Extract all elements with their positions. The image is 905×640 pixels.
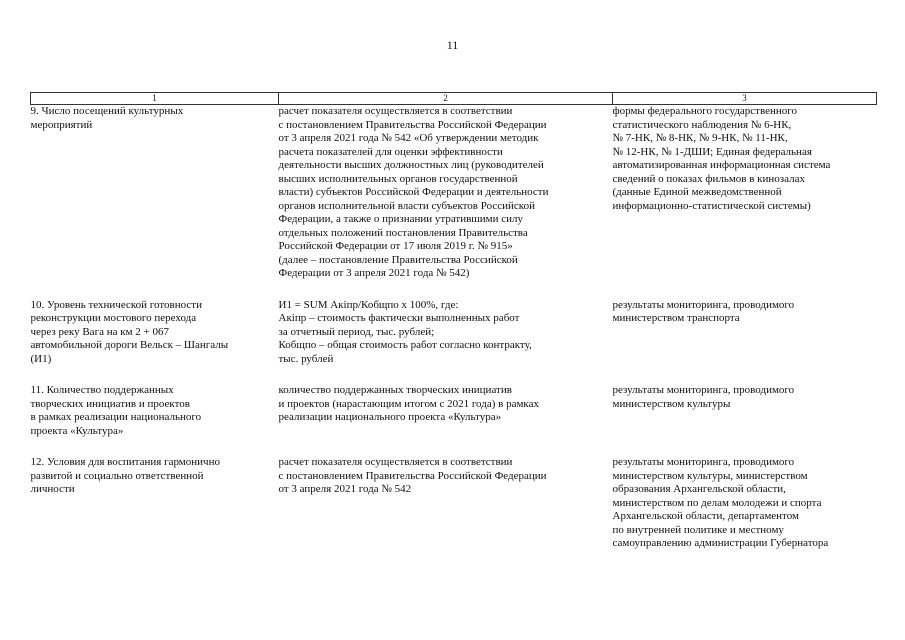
table-row [31,299,877,385]
table-header-row [31,93,877,105]
column-header-3: 3 [613,93,877,105]
page-number: 11 [446,38,459,52]
data-source-cell: результаты мониторинга, проводимого министерством культуры, министерством образования Архангельской области, министерством по делам молодежи и спорта Архангельской области, департаментом по внутренней политике и местному самоуправлению администрации Губернатора [612,456,829,549]
indicator-name-cell: 10. Уровень технической готовности реконструкции мостового перехода через реку Вага на км 2 + 067 автомобильной дороги Вельск – Шангалы (И1) [30,298,229,365]
calculation-method-cell: И1 = SUM Акіпр/Кобщпо х 100%, где: Акіпр – стоимость фактически выполненных работ за отчетный период, тыс. рублей; Кобщпо – общая стоимость работ согласно контракту, тыс. рублей [278,298,532,365]
data-source-cell: результаты мониторинга, проводимого министерством культуры [612,384,795,410]
indicator-name-cell: 12. Условия для воспитания гармонично развитой и социально ответственной личности [30,456,220,495]
data-source-cell: результаты мониторинга, проводимого министерством транспорта [612,298,795,324]
table-row [31,456,877,569]
indicator-name-cell: 11. Количество поддержанных творческих инициатив и проектов в рамках реализации национального проекта «Культура» [30,384,202,437]
indicator-name-cell: 9. Число посещений культурных мероприятий [30,105,184,131]
indicators-table [30,92,877,569]
table-row [31,384,877,456]
calculation-method-cell: количество поддержанных творческих инициатив и проектов (нарастающим итогом с 2021 года) в рамках реализации национального проекта «Культура» [278,384,539,423]
calculation-method-cell: расчет показателя осуществляется в соответствии с постановлением Правительства Российской Федерации от 3 апреля 2021 года № 542 [278,456,547,495]
column-header-1: 1 [31,93,279,105]
data-source-cell: формы федерального государственного статистического наблюдения № 6-НК, № 7-НК, № 8-НК, № 9-НК, № 11-НК, № 12-НК, № 1-ДШИ; Единая федеральная автоматизированная информационная система сведений о показах фильмов в кинозалах (данные Единой межведомственной информационно-статистической системы) [612,105,831,212]
calculation-method-cell: расчет показателя осуществляется в соответствии с постановлением Правительства Российской Федерации от 3 апреля 2021 года № 542 «Об утверждении методик расчета показателей для оценки эффективности деятельности высших должностных лиц (руководителей высших исполнительных органов государственной власти) субъектов Российской Федерации и деятельности органов исполнительной власти субъектов Российской Федерации, а также о признании утратившими силу отдельных положений постановления Правительства Российской Федерации от 17 июля 2019 г. № 915» (далее – постановление Правительства Российской Федерации от 3 апреля 2021 года № 542) [278,105,549,279]
column-header-2: 2 [279,93,613,105]
table-row [31,105,877,299]
